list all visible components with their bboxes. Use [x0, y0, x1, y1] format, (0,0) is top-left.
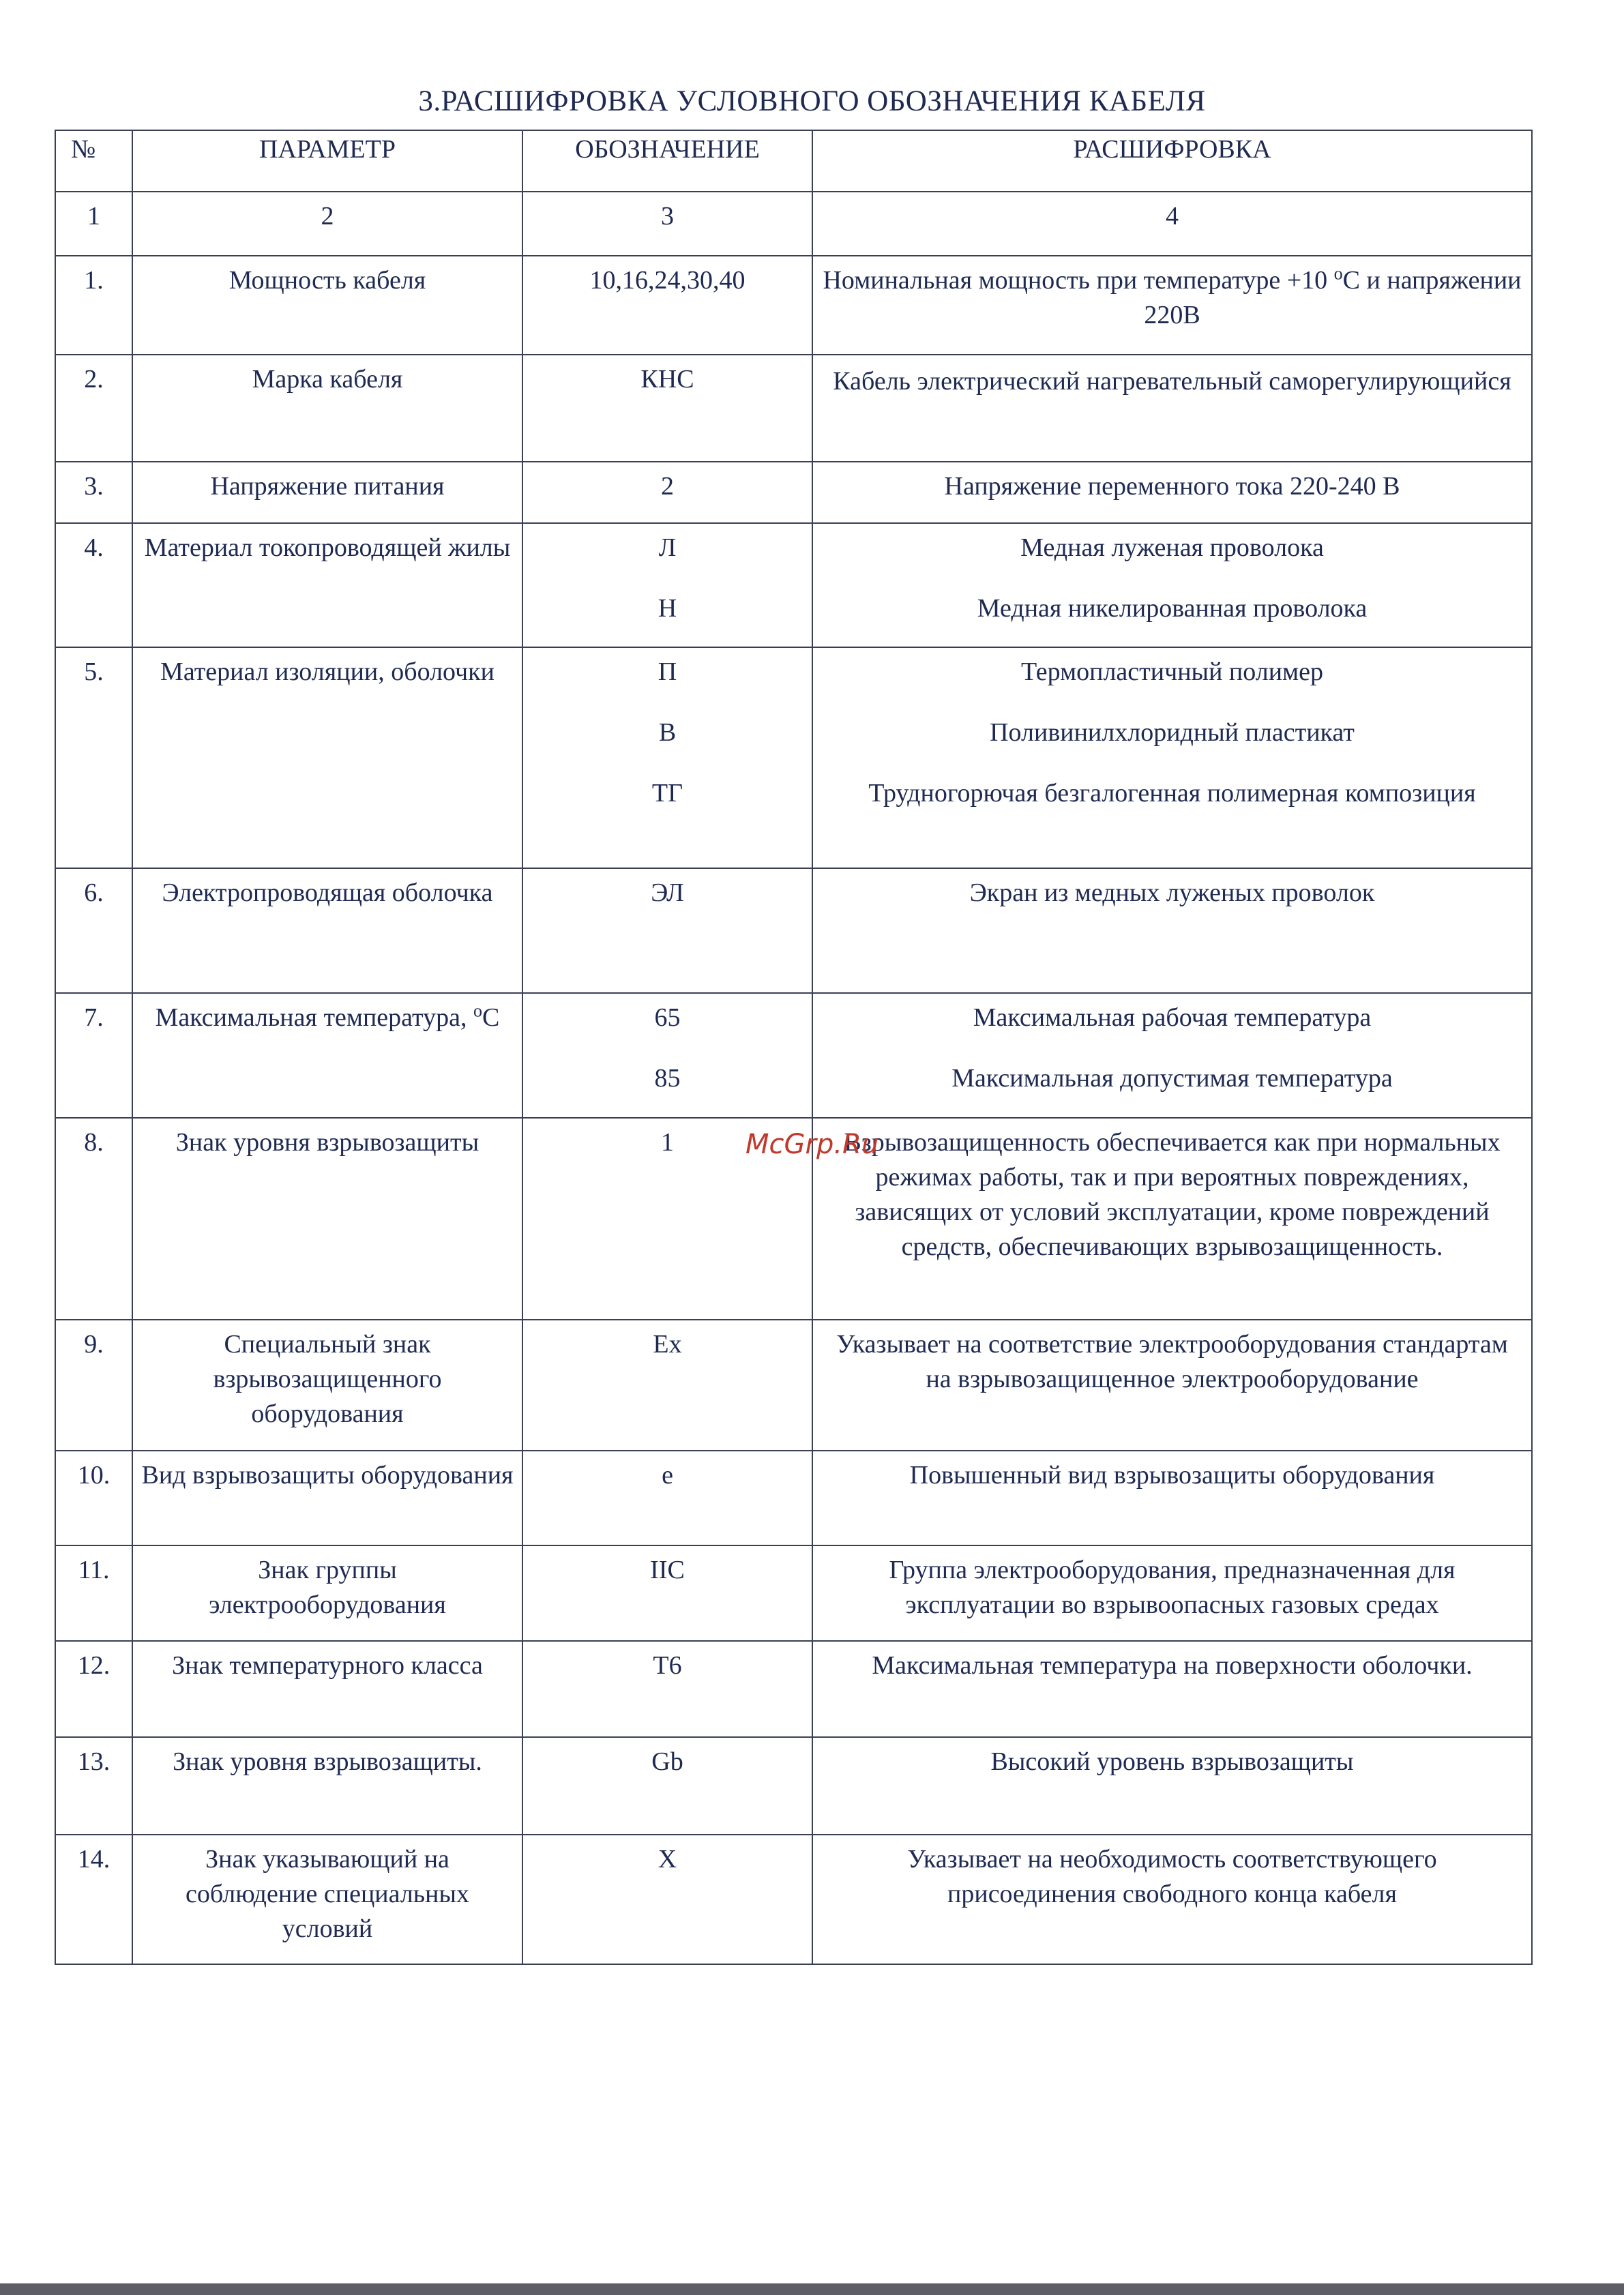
row-parameter-unit: С — [482, 1003, 500, 1032]
designation-option: Н — [658, 594, 677, 623]
row-decoding — [812, 256, 1532, 355]
decoding-option: Максимальная допустимая температура — [951, 1064, 1393, 1093]
column-number-3: 3 — [522, 192, 812, 256]
row-decoding: Высокий уровень взрывозащиты — [812, 1737, 1532, 1835]
table-row — [55, 1451, 1532, 1545]
row-parameter: Вид взрывозащиты оборудования — [132, 1451, 522, 1545]
row-designation: 2 — [522, 462, 812, 523]
row-designation: 1 — [522, 1118, 812, 1320]
row-number: 11. — [55, 1545, 132, 1641]
row-decoding-text-end: С и напряжении 220В — [1144, 266, 1522, 329]
row-decoding: Экран из медных луженых проволок — [812, 868, 1532, 993]
row-designation — [522, 647, 812, 868]
header-parameter: ПАРАМЕТР — [132, 130, 522, 192]
row-designation — [522, 993, 812, 1118]
decoding-option: Медная луженая проволока — [1020, 533, 1324, 562]
header-row — [55, 130, 1532, 192]
row-parameter: Знак группы электрооборудования — [132, 1545, 522, 1641]
designation-option: Л — [658, 533, 677, 562]
designation-option: ТГ — [651, 779, 683, 808]
row-parameter: Знак уровня взрывозащиты — [132, 1118, 522, 1320]
designation-option: П — [658, 657, 677, 686]
designation-option: В — [658, 718, 677, 747]
row-designation: 10,16,24,30,40 — [522, 256, 812, 355]
row-number: 10. — [55, 1451, 132, 1545]
column-number-4: 4 — [812, 192, 1532, 256]
row-parameter: Специальный знак взрывозащищенного оборудования — [132, 1320, 522, 1451]
row-decoding: Взрывозащищенность обеспечивается как при нормальных режимах работы, так и при вероятных повреждениях, зависящих от условий эксплуатации, кроме повреждений средств, обеспечивающих взрывозащищенность. — [812, 1118, 1532, 1320]
table-row — [55, 523, 1532, 647]
row-designation: T6 — [522, 1641, 812, 1737]
row-parameter: Материал изоляции, оболочки — [132, 647, 522, 868]
row-number: 2. — [55, 355, 132, 462]
row-parameter — [132, 993, 522, 1118]
table-row — [55, 355, 1532, 462]
row-designation: КНС — [522, 355, 812, 462]
table-row — [55, 1835, 1532, 1964]
row-decoding: Кабель электрический нагревательный саморегулирующийся — [812, 355, 1532, 462]
column-number-row — [55, 192, 1532, 256]
row-number: 8. — [55, 1118, 132, 1320]
decoding-option: Медная никелированная проволока — [977, 594, 1368, 623]
table-row — [55, 462, 1532, 523]
designation-option: 65 — [654, 1003, 681, 1032]
header-decoding: РАСШИФРОВКА — [812, 130, 1532, 192]
table-row — [55, 868, 1532, 993]
row-number: 6. — [55, 868, 132, 993]
header-number: № — [55, 130, 132, 192]
table-row — [55, 993, 1532, 1118]
table-row — [55, 256, 1532, 355]
row-number: 4. — [55, 523, 132, 647]
decoding-option: Трудногорючая безгалогенная полимерная композиция — [868, 779, 1476, 808]
decoding-option: Поливинилхлоридный пластикат — [990, 718, 1355, 747]
row-parameter: Марка кабеля — [132, 355, 522, 462]
row-designation: X — [522, 1835, 812, 1964]
row-parameter: Знак указывающий на соблюдение специальных условий — [132, 1835, 522, 1964]
row-decoding — [812, 993, 1532, 1118]
row-decoding — [812, 647, 1532, 868]
table-row — [55, 1641, 1532, 1737]
scan-edge-strip — [0, 2283, 1624, 2295]
row-parameter: Электропроводящая оболочка — [132, 868, 522, 993]
row-decoding: Максимальная температура на поверхности оболочки. — [812, 1641, 1532, 1737]
row-decoding: Группа электрооборудования, предназначенная для эксплуатации во взрывоопасных газовых средах — [812, 1545, 1532, 1641]
row-decoding: Указывает на необходимость соответствующего присоединения свободного конца кабеля — [812, 1835, 1532, 1964]
row-designation — [522, 523, 812, 647]
row-parameter-text: Максимальная температура, — [155, 1003, 474, 1032]
degree-sign: о — [473, 1001, 483, 1021]
row-parameter: Материал токопроводящей жилы — [132, 523, 522, 647]
degree-sign: о — [1333, 263, 1343, 284]
row-designation: ЭЛ — [522, 868, 812, 993]
table-row — [55, 1545, 1532, 1641]
column-number-2: 2 — [132, 192, 522, 256]
row-number: 7. — [55, 993, 132, 1118]
row-decoding: Указывает на соответствие электрооборудования стандартам на взрывозащищенное электрооборудование — [812, 1320, 1532, 1451]
row-number: 13. — [55, 1737, 132, 1835]
row-number: 9. — [55, 1320, 132, 1451]
row-decoding-text: Номинальная мощность при температуре +10 — [823, 266, 1334, 295]
watermark: McGrp.Ru — [745, 1129, 879, 1160]
row-number: 3. — [55, 462, 132, 523]
row-parameter: Напряжение питания — [132, 462, 522, 523]
row-designation: e — [522, 1451, 812, 1545]
row-designation: Gb — [522, 1737, 812, 1835]
designation-option: 85 — [654, 1064, 681, 1093]
decoding-option: Термопластичный полимер — [1021, 657, 1323, 686]
table-row — [55, 1320, 1532, 1451]
row-decoding: Повышенный вид взрывозащиты оборудования — [812, 1451, 1532, 1545]
row-parameter: Мощность кабеля — [132, 256, 522, 355]
header-designation: ОБОЗНАЧЕНИЕ — [522, 130, 812, 192]
decoding-option: Максимальная рабочая температура — [973, 1003, 1372, 1032]
page-title: 3.РАСШИФРОВКА УСЛОВНОГО ОБОЗНАЧЕНИЯ КАБЕЛЯ — [418, 85, 1206, 117]
row-decoding — [812, 523, 1532, 647]
table-row — [55, 647, 1532, 868]
row-parameter: Знак температурного класса — [132, 1641, 522, 1737]
row-number: 12. — [55, 1641, 132, 1737]
row-designation: IIC — [522, 1545, 812, 1641]
row-number: 14. — [55, 1835, 132, 1964]
row-decoding: Напряжение переменного тока 220-240 В — [812, 462, 1532, 523]
row-number: 1. — [55, 256, 132, 355]
row-number: 5. — [55, 647, 132, 868]
row-parameter: Знак уровня взрывозащиты. — [132, 1737, 522, 1835]
column-number-1: 1 — [55, 192, 132, 256]
cable-designation-table — [55, 130, 1533, 1965]
table-row — [55, 1737, 1532, 1835]
row-designation: Ex — [522, 1320, 812, 1451]
